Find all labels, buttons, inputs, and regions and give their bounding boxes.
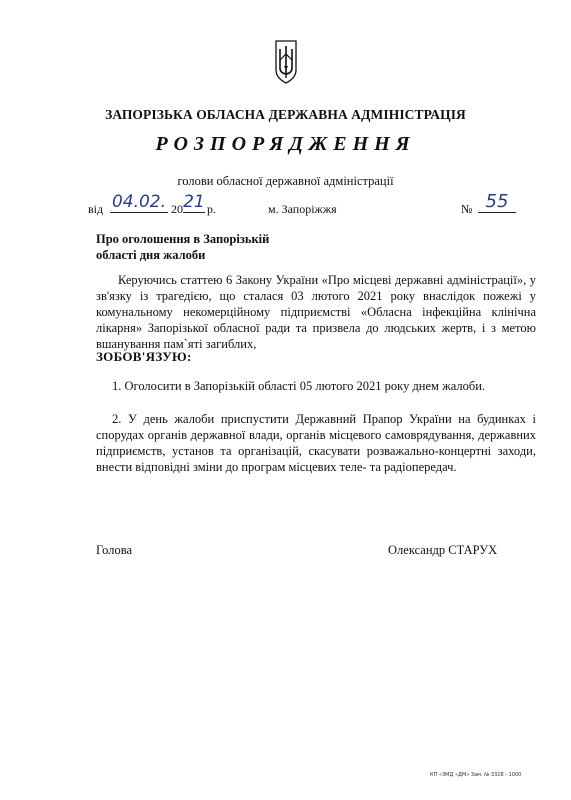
date-prefix: від	[88, 202, 104, 216]
organization-title: ЗАПОРІЗЬКА ОБЛАСНА ДЕРЖАВНА АДМІНІСТРАЦІЯ	[105, 107, 466, 122]
handwritten-number: 55	[478, 192, 516, 213]
obligation-heading: ЗОБОВ'ЯЗУЮ:	[96, 349, 192, 364]
item-2-paragraph: 2. У день жалоби приспустити Державний Прапор України на будинках і спорудах органів державної влади, органів місцевого самоврядування, державних підприємств, установ та організацій, скасувати розважально-концертні заходи, внести відповідні зміни до програм місцевих теле- та радіопередач.	[96, 412, 536, 474]
preamble-paragraph: Керуючись статтею 6 Закону України «Про місцеві державні адміністрації», у зв'язку із трагедією, що сталася 03 лютого 2021 року внаслідок пожежі у комунальному некомерційному підприємстві «Обласна інфекційна клінічна лікарня» Запорізької обласної ради та призвела до людських жертв, і з метою вшанування пам`яті загиблих,	[96, 273, 536, 351]
printer-mark: КП «ЗМД «ДМ» Зам. № 3328 - 1000	[430, 772, 522, 778]
issuer-line: голови обласної державної адміністрації	[177, 174, 394, 188]
item-1-paragraph: 1. Оголосити в Запорізькій області 05 лютого 2021 року днем жалоби.	[112, 379, 486, 393]
subject-block	[96, 231, 269, 263]
document-type-heading: РОЗПОРЯДЖЕННЯ	[155, 133, 416, 155]
year-prefix: 20	[171, 202, 183, 216]
subject-line-2: області дня жалоби	[96, 248, 206, 262]
signatory-name: Олександр СТАРУХ	[388, 543, 498, 557]
number-label: №	[461, 202, 473, 216]
dateline	[0, 192, 571, 218]
signatory-title: Голова	[96, 543, 132, 557]
handwritten-date: 04.02.	[111, 192, 167, 212]
trident-emblem-icon	[273, 40, 299, 84]
city-label: м. Запоріжжя	[268, 202, 337, 216]
year-suffix: р.	[207, 202, 216, 216]
handwritten-year: 21	[183, 192, 205, 212]
subject-line-1: Про оголошення в Запорізькій	[96, 232, 270, 246]
